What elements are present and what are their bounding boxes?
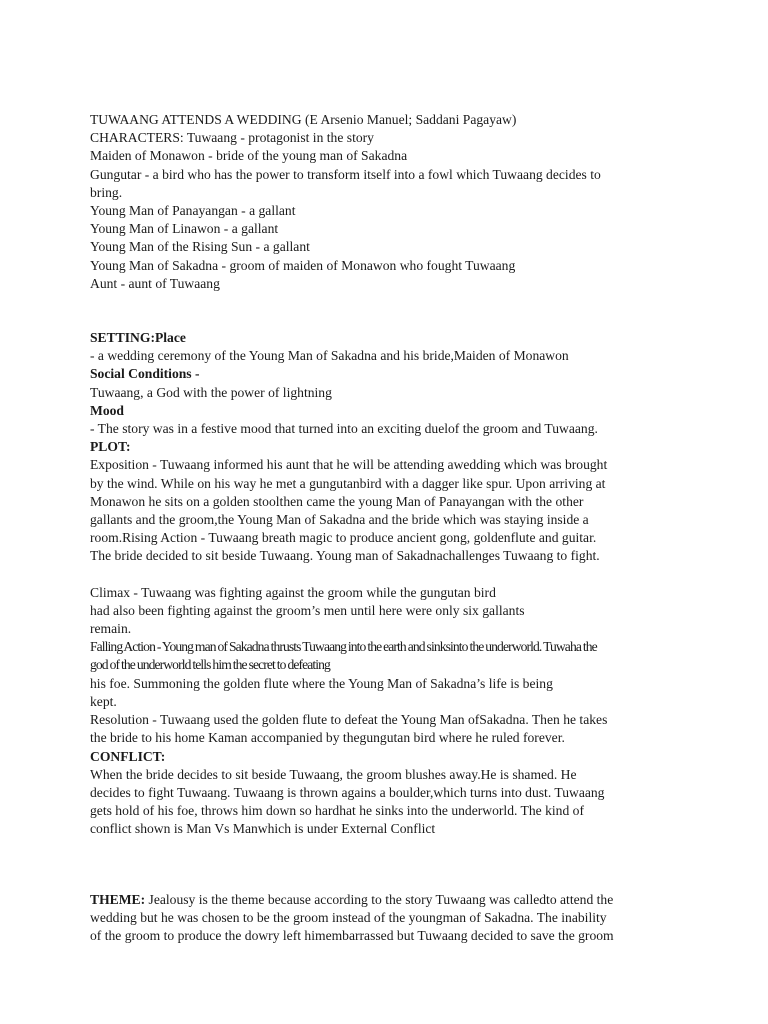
plot-exposition-line: by the wind. While on his way he met a gungutanbird with a dagger like spur. Upon arriving at (90, 475, 606, 491)
theme-text: Jealousy is the theme because according to the story Tuwaang was calledto attend the (145, 891, 614, 907)
spacer (90, 839, 700, 891)
character-line: Aunt - aunt of Tuwaang (90, 275, 220, 291)
characters-section (90, 129, 700, 293)
character-line: Young Man of the Rising Sun - a gallant (90, 239, 310, 255)
social-conditions-heading: Social Conditions - (90, 366, 200, 382)
document-title: TUWAANG ATTENDS A WEDDING (E Arsenio Manuel; Saddani Pagayaw) (90, 112, 517, 127)
character-line: Maiden of Monawon - bride of the young man of Sakadna (90, 148, 408, 164)
plot-exposition-line: Monawon he sits on a golden stoolthen came the young Man of Panayangan with the other (90, 493, 584, 509)
theme-line: wedding but he was chosen to be the groom instead of the youngman of Sakadna. The inability (90, 909, 607, 925)
plot-resolution-line: Resolution - Tuwaang used the golden flute to defeat the Young Man ofSakadna. Then he takes (90, 712, 608, 728)
character-line: Young Man of Linawon - a gallant (90, 221, 279, 237)
plot-heading: PLOT: (90, 439, 131, 455)
plot-exposition-line: room.Rising Action - Tuwaang breath magic to produce ancient gong, goldenflute and guitar. (90, 530, 597, 546)
character-line: bring. (90, 184, 123, 200)
plot-falling-action-line: kept. (90, 693, 117, 709)
theme-first-line (90, 891, 700, 909)
social-conditions-text: Tuwaang, a God with the power of lightning (90, 384, 332, 400)
conflict-line: When the bride decides to sit beside Tuwaang, the groom blushes away.He is shamed. He (90, 766, 577, 782)
conflict-section (90, 748, 700, 839)
theme-line: of the groom to produce the dowry left himembarrassed but Tuwaang decided to save the groom (90, 927, 614, 943)
plot-exposition-line: The bride decided to sit beside Tuwaang. Young man of Sakadnachallenges Tuwaang to fight. (90, 548, 600, 564)
plot-climax-line: had also been fighting against the groom’s men until here were only six gallants (90, 602, 525, 618)
conflict-line: decides to fight Tuwaang. Tuwaang is thrown agains a boulder,which turns into dust. Tuwaang (90, 784, 605, 800)
conflict-heading: CONFLICT: (90, 748, 166, 764)
character-line: Young Man of Sakadna - groom of maiden of Monawon who fought Tuwaang (90, 257, 516, 273)
plot-falling-action-line: his foe. Summoning the golden flute where the Young Man of Sakadna’s life is being (90, 675, 553, 691)
spacer (90, 566, 700, 584)
mood-text: - The story was in a festive mood that turned into an exciting duelof the groom and Tuwaang. (90, 421, 598, 437)
plot-exposition-line: gallants and the groom,the Young Man of Sakadna and the bride which was staying inside a (90, 512, 589, 528)
mood-heading: Mood (90, 402, 124, 418)
plot-falling-action-line: god of the underworld tells him the secret to defeating (90, 657, 330, 673)
plot-section (90, 438, 700, 747)
spacer (90, 293, 700, 329)
setting-section (90, 329, 700, 438)
conflict-line: gets hold of his foe, throws him down so hardhat he sinks into the underworld. The kind of (90, 803, 584, 819)
conflict-line: conflict shown is Man Vs Manwhich is under External Conflict (90, 821, 436, 837)
plot-resolution-line: the bride to his home Kaman accompanied by thegungutan bird where he ruled forever. (90, 730, 565, 746)
character-line: CHARACTERS: Tuwaang - protagonist in the story (90, 130, 374, 146)
plot-climax-line: Climax - Tuwaang was fighting against the groom while the gungutan bird (90, 584, 496, 600)
setting-heading: SETTING:Place (90, 330, 186, 346)
document-page (90, 111, 700, 945)
plot-exposition-line: Exposition - Tuwaang informed his aunt that he will be attending awedding which was brought (90, 457, 608, 473)
theme-section (90, 891, 700, 946)
plot-falling-action-line: Falling Action - Young man of Sakadna thrusts Tuwaang into the earth and sinksinto the underworld. Tuwaha the (90, 639, 597, 655)
theme-heading: THEME: (90, 891, 146, 907)
setting-place-text: - a wedding ceremony of the Young Man of Sakadna and his bride,Maiden of Monawon (90, 348, 569, 364)
character-line: Young Man of Panayangan - a gallant (90, 203, 296, 219)
character-line: Gungutar - a bird who has the power to transform itself into a fowl which Tuwaang decides to (90, 166, 601, 182)
plot-climax-line: remain. (90, 621, 132, 637)
